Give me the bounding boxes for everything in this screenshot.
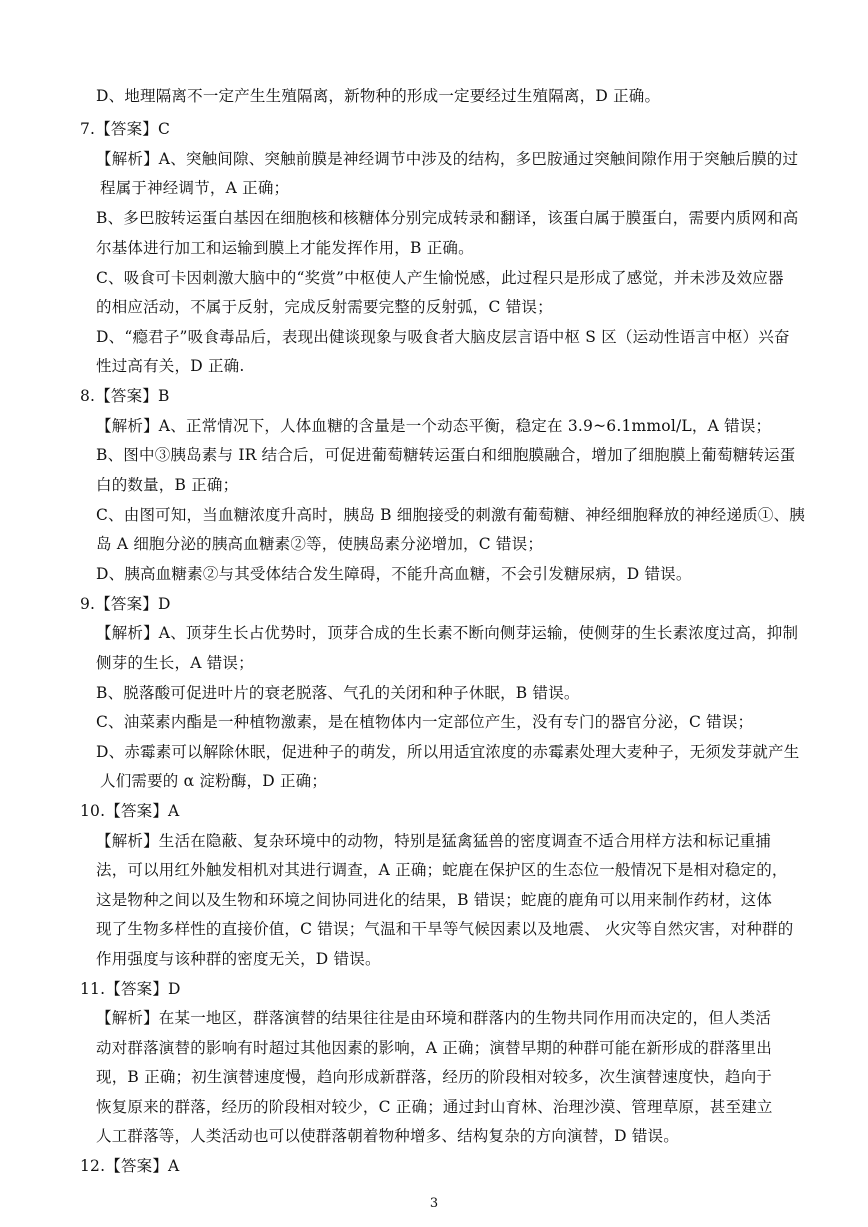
text-line: 白的数量，B 正确； bbox=[96, 476, 239, 494]
text-line: 【解析】A、正常情况下，人体血糖的含量是一个动态平衡，稳定在 3.9~6.1mmol/L，A 错误； bbox=[96, 417, 772, 435]
text-line: B、多巴胺转运蛋白基因在细胞核和核糖体分别完成转录和翻译，该蛋白属于膜蛋白，需要内质网和高 bbox=[96, 209, 799, 227]
answer-heading-12: 12.【答案】A bbox=[80, 1157, 180, 1175]
text-line: 这是物种之间以及生物和环境之间协同进化的结果，B 错误；蛇鹿的鹿角可以用来制作药材，这体 bbox=[96, 891, 773, 909]
text-line: D、赤霉素可以解除休眠，促进种子的萌发，所以用适宜浓度的赤霉素处理大麦种子，无须发芽就产生 bbox=[96, 743, 800, 761]
answer-heading-11: 11.【答案】D bbox=[80, 980, 181, 998]
text-line: 岛 A 细胞分泌的胰高血糖素②等，使胰岛素分泌增加，C 错误； bbox=[96, 535, 544, 553]
text-line: 现了生物多样性的直接价值，C 错误；气温和干旱等气候因素以及地震、 火灾等自然灾害，对种群的 bbox=[96, 920, 794, 938]
text-line: D、“瘾君子”吸食毒品后，表现出健谈现象与吸食者大脑皮层言语中枢 S 区（运动性语言中枢）兴奋 bbox=[96, 328, 790, 346]
answer-heading-10: 10.【答案】A bbox=[80, 802, 180, 820]
text-line: 人们需要的 α 淀粉酶，D 正确； bbox=[100, 772, 328, 790]
text-line: 【解析】A、突触间隙、突触前膜是神经调节中涉及的结构，多巴胺通过突触间隙作用于突触后膜的过 bbox=[96, 150, 799, 168]
answer-heading-8: 8.【答案】B bbox=[80, 387, 170, 405]
text-line: 法，可以用红外触发相机对其进行调查，A 正确；蛇鹿在保护区的生态位一般情况下是相对稳定的， bbox=[96, 861, 788, 879]
text-line: 【解析】在某一地区，群落演替的结果往往是由环境和群落内的生物共同作用而决定的，但人类活 bbox=[96, 1009, 772, 1027]
text-line: 人工群落等，人类活动也可以使群落朝着物种增多、结构复杂的方向演替，D 错误。 bbox=[96, 1127, 679, 1145]
text-line: 【解析】A、顶芽生长占优势时，顶芽合成的生长素不断向侧芽运输，使侧芽的生长素浓度过高，抑制 bbox=[96, 624, 799, 642]
text-line: 作用强度与该种群的密度无关，D 错误。 bbox=[96, 950, 381, 968]
text-line: C、由图可知，当血糖浓度升高时，胰岛 B 细胞接受的刺激有葡萄糖、神经细胞释放的神经递质①、胰 bbox=[96, 506, 806, 524]
text-line: 性过高有关，D 正确. bbox=[96, 357, 245, 375]
text-line: D、胰高血糖素②与其受体结合发生障碍，不能升高血糖，不会引发糖尿病，D 错误。 bbox=[96, 565, 692, 583]
text-line: C、吸食可卡因刺激大脑中的“奖赏”中枢使人产生愉悦感，此过程只是形成了感觉，并未涉及效应器 bbox=[96, 269, 784, 287]
text-line: 现，B 正确；初生演替速度慢，趋向形成新群落，经历的阶段相对较多，次生演替速度快，趋向于 bbox=[96, 1068, 773, 1086]
answer-heading-9: 9.【答案】D bbox=[80, 595, 171, 613]
text-line: 恢复原来的群落，经历的阶段相对较少，C 正确；通过封山育林、治理沙漠、管理草原，甚至建立 bbox=[96, 1098, 773, 1116]
text-line: 侧芽的生长，A 错误； bbox=[96, 654, 254, 672]
text-line: 尔基体进行加工和运输到膜上才能发挥作用，B 正确。 bbox=[96, 239, 474, 257]
text-line: 【解析】生活在隐蔽、复杂环境中的动物，特别是猛禽猛兽的密度调查不适合用样方法和标记重捕 bbox=[96, 832, 772, 850]
text-line: B、图中③胰岛素与 IR 结合后，可促进葡萄糖转运蛋白和细胞膜融合，增加了细胞膜上葡萄糖转运蛋 bbox=[96, 446, 796, 464]
text-line: D、地理隔离不一定产生生殖隔离，新物种的形成一定要经过生殖隔离，D 正确。 bbox=[96, 87, 661, 105]
text-line: 的相应活动，不属于反射，完成反射需要完整的反射弧，C 错误； bbox=[96, 298, 553, 316]
text-line: C、油菜素内酯是一种植物激素，是在植物体内一定部位产生，没有专门的器官分泌，C 错误； bbox=[96, 713, 754, 731]
page-number: 3 bbox=[429, 1196, 439, 1211]
text-line: 程属于神经调节，A 正确； bbox=[100, 179, 290, 197]
text-line: B、脱落酸可促进叶片的衰老脱落、气孔的关闭和种子休眠，B 错误。 bbox=[96, 684, 580, 702]
text-line: 动对群落演替的影响有时超过其他因素的影响，A 正确；演替早期的种群可能在新形成的群落里出 bbox=[96, 1039, 772, 1057]
answer-heading-7: 7.【答案】C bbox=[80, 120, 171, 138]
